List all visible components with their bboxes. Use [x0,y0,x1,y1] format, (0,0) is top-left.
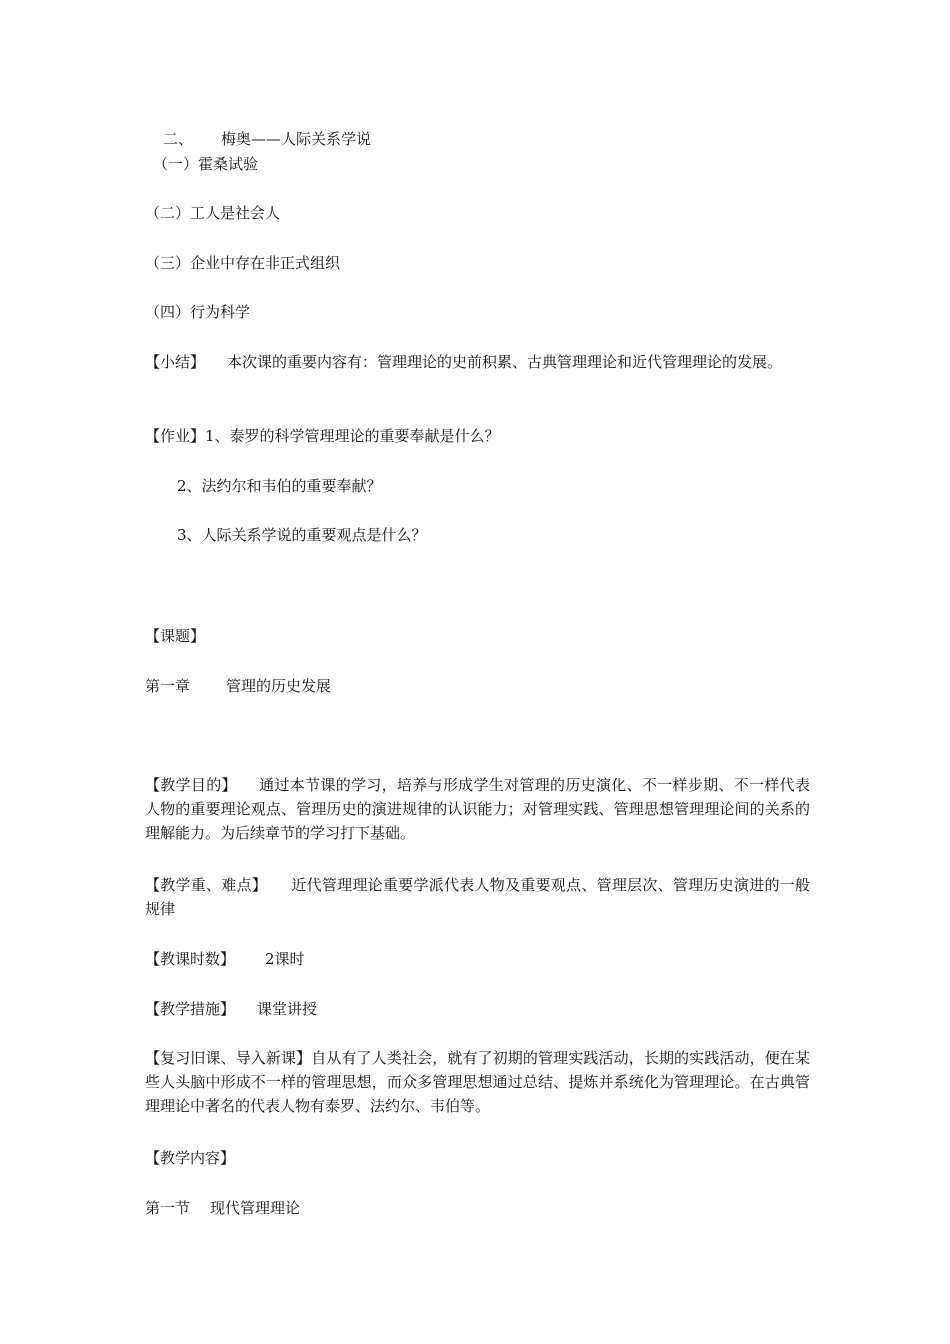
review-text: 自从有了人类社会，就有了初期的管理实践活动，长期的实践活动，便在某些人头脑中形成不一样的管理思想，而众多管理思想通过总结、提炼并系统化为管理理论。在古典管理理论中著名的代表人物有泰罗、法约尔、韦伯等。 [145,1049,810,1115]
content-label: 【教学内容】 [145,1149,236,1167]
hours-label: 【教课时数】 [145,950,236,968]
key-points-text: 近代管理理论重要学派代表人物及重要观点、管理层次、管理历史演进的一般规律 [145,876,810,918]
homework-label: 【作业】 [145,427,206,445]
objective-paragraph [145,773,810,845]
subitem-social-man: （二）工人是社会人 [145,204,281,222]
summary-text: 本次课的重要内容有：管理理论的史前积累、古典管理理论和近代管理理论的发展。 [227,353,783,371]
chapter-heading [145,674,810,698]
section-heading-text: 梅奥——人际关系学说 [221,130,372,148]
objective-label: 【教学目的】 [145,776,237,794]
homework-question-1 [145,424,810,448]
subitem-behavioral-science: （四）行为科学 [145,303,251,321]
homework-question-3: 3、人际关系学说的重要观点是什么？ [177,526,427,544]
key-points-label: 【教学重、难点】 [145,876,268,894]
subitem-hawthorne: （一）霍桑试验 [153,155,259,173]
section-number: 第一节 [145,1199,191,1217]
hours-value: 2课时 [265,950,305,968]
chapter-number: 第一章 [145,677,191,695]
homework-q1-text: 1、泰罗的科学管理理论的重要奉献是什么？ [205,427,500,445]
section-heading-modern [145,1196,810,1220]
method-line [145,997,810,1021]
method-label: 【教学措施】 [145,1000,236,1018]
section-title: 现代管理理论 [210,1199,301,1217]
summary-label: 【小结】 [145,353,206,371]
key-points-paragraph [145,873,810,921]
subitem-informal-org: （三）企业中存在非正式组织 [145,254,341,272]
review-label: 【复习旧课、导入新课】 [145,1049,312,1067]
method-value: 课堂讲授 [257,1000,318,1018]
hours-line [145,947,810,971]
review-paragraph [145,1046,810,1118]
section-heading-mayo [163,127,828,151]
summary-paragraph [145,350,810,374]
homework-question-2: 2、法约尔和韦伯的重要奉献？ [177,477,382,495]
chapter-title: 管理的历史发展 [226,677,332,695]
section-heading-number: 二、 [163,130,194,148]
topic-label: 【课题】 [145,627,206,645]
objective-text: 通过本节课的学习，培养与形成学生对管理的历史演化、不一样步期、不一样代表人物的重要理论观点、管理历史的演进规律的认识能力；对管理实践、管理思想管理理论间的关系的理解能力。为后续章节的学习打下基础。 [145,776,810,842]
